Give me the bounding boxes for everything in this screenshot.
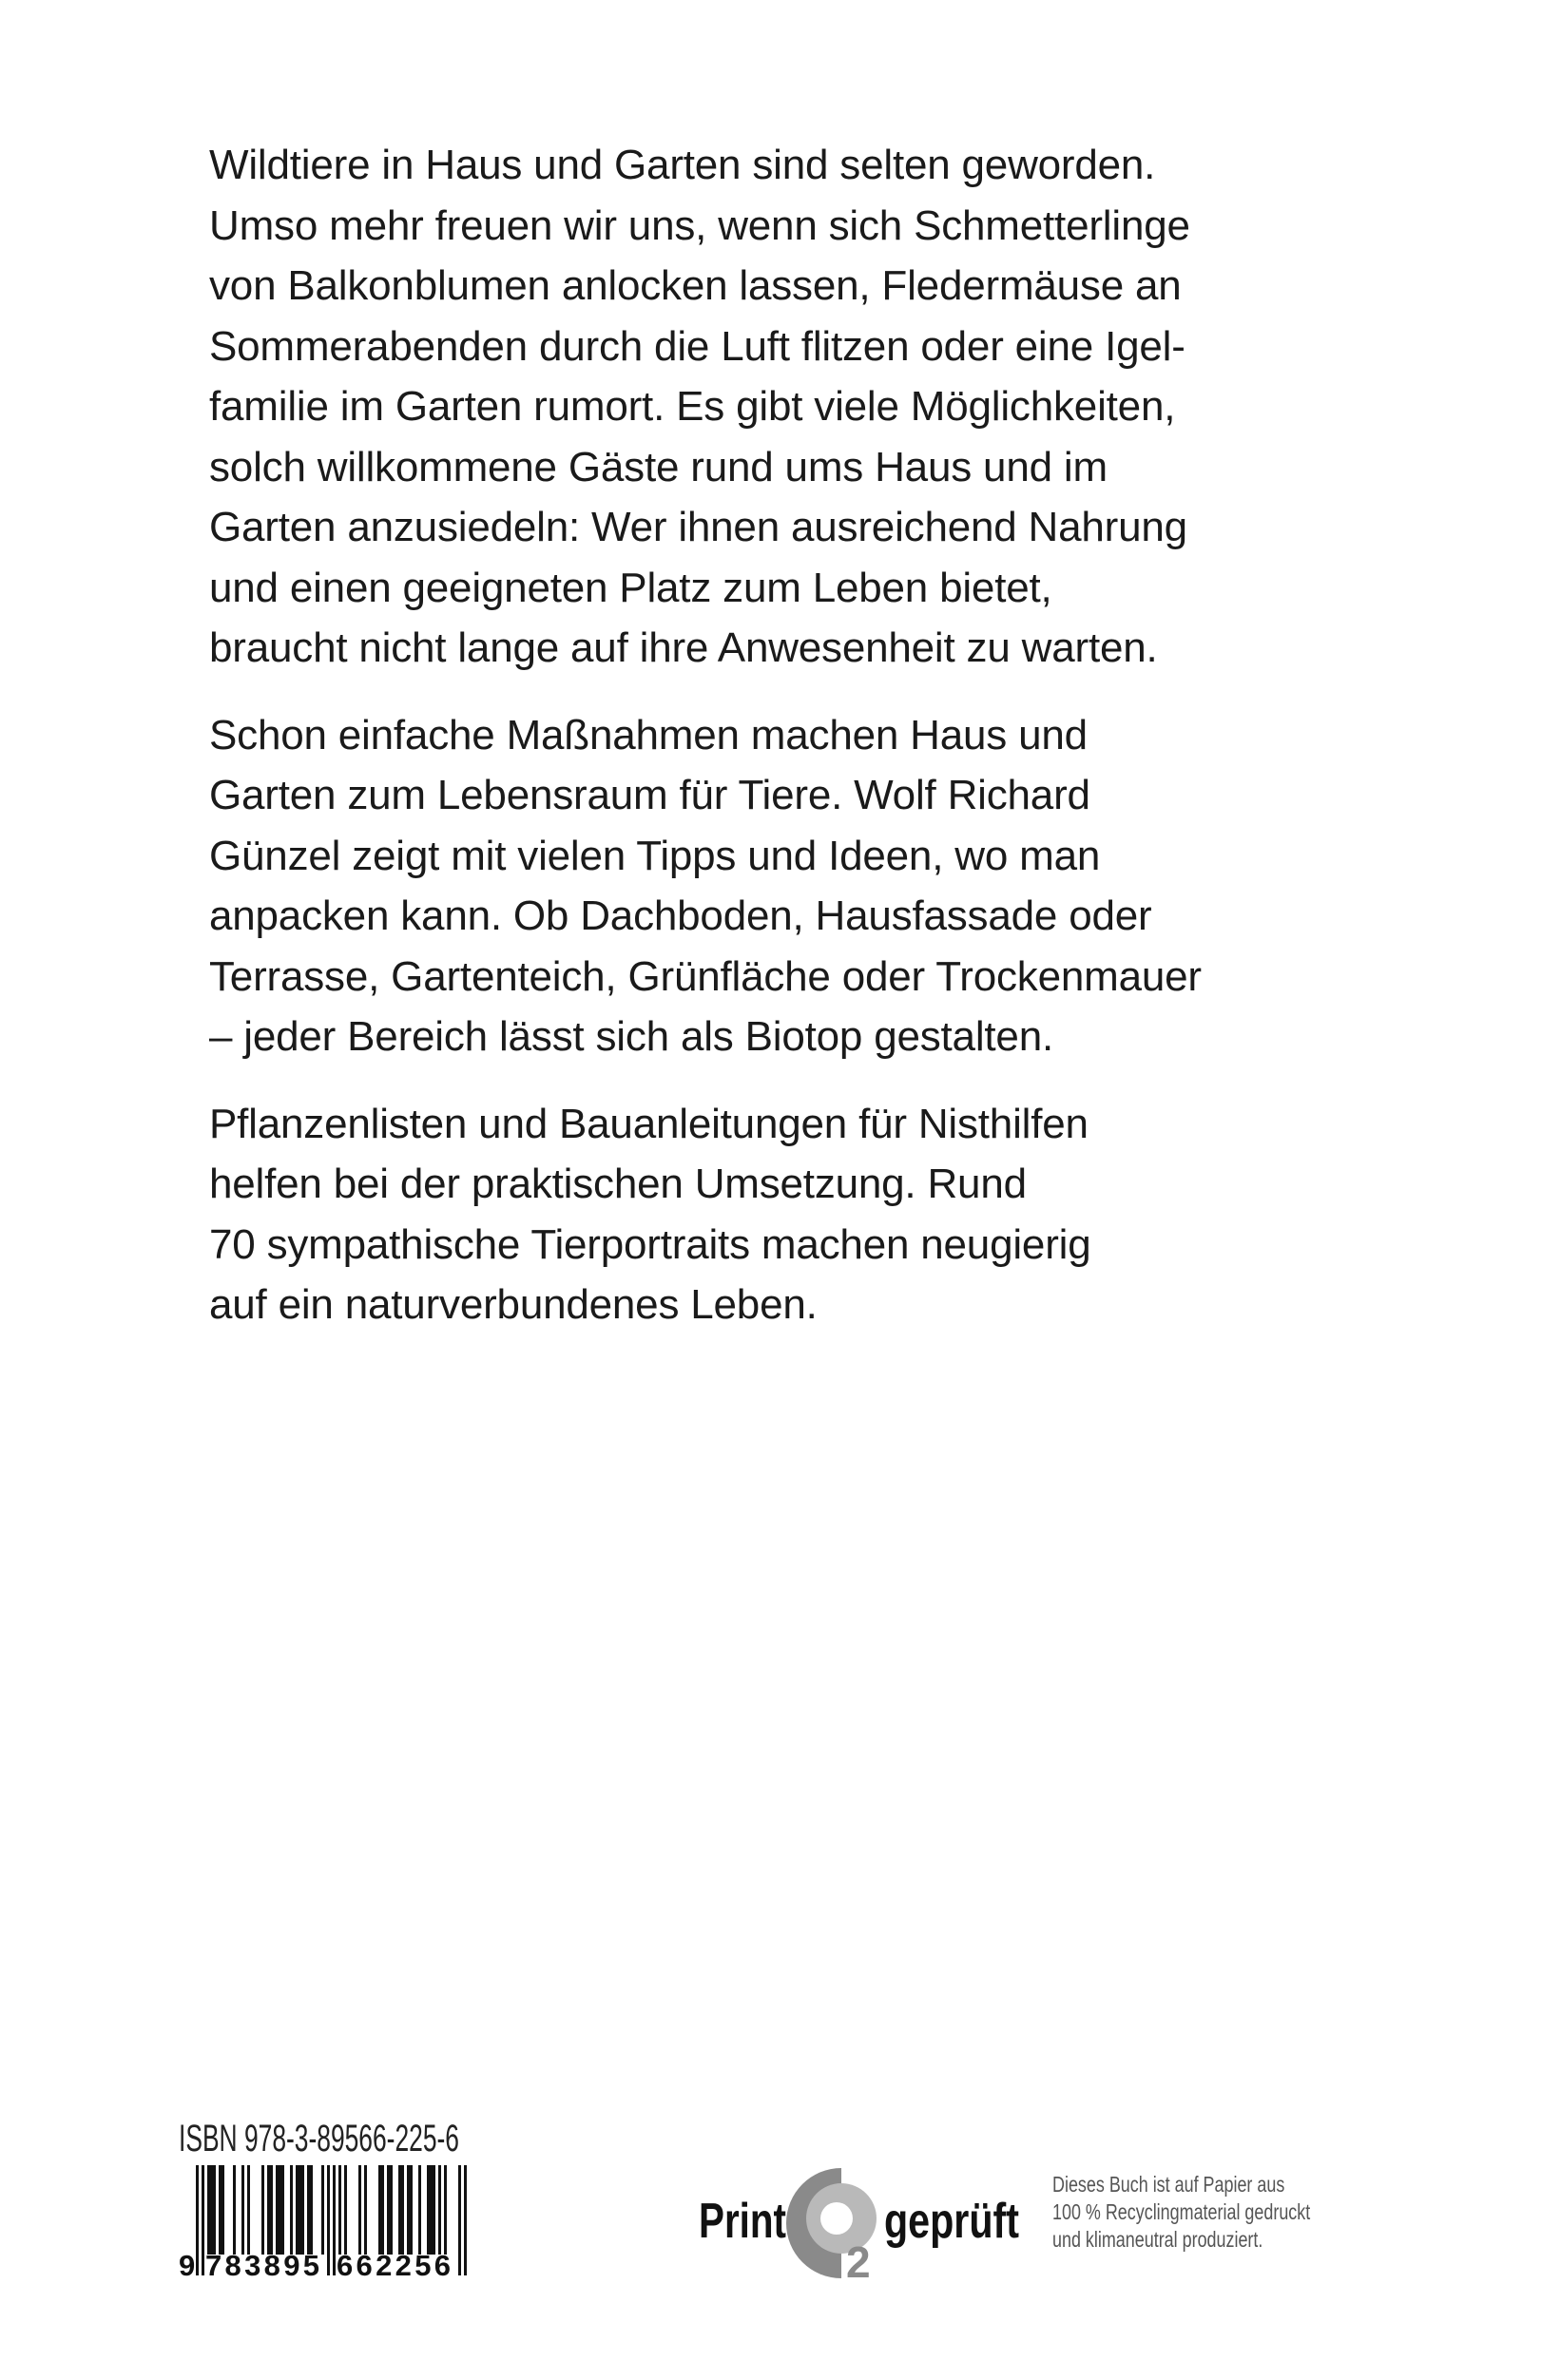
back-cover-text [209, 135, 1445, 1362]
logo-ring-hole [820, 2202, 853, 2235]
barcode-bar [407, 2165, 410, 2255]
barcode-bar [333, 2165, 336, 2275]
note-line: 100 % Recyclingmaterial gedruckt [1052, 2199, 1311, 2224]
paragraph-2 [209, 705, 1445, 1067]
barcode-bar [387, 2165, 390, 2255]
barcode-bar [247, 2165, 250, 2255]
text-line: solch willkommene Gäste rund ums Haus und im [209, 443, 1108, 490]
barcode-bar [398, 2165, 401, 2255]
text-line: und einen geeigneten Platz zum Leben bietet, [209, 564, 1052, 611]
barcode-bar [430, 2165, 433, 2255]
barcode-bar [410, 2165, 413, 2255]
logo-word-print: Print [699, 2194, 786, 2249]
barcode [177, 2163, 472, 2282]
text-line: braucht nicht lange auf ihre Anwesenheit zu warten. [209, 624, 1158, 671]
logo-word-geprueft: geprüft [884, 2194, 1019, 2249]
barcode-bar [307, 2165, 310, 2255]
text-line: – jeder Bereich lässt sich als Biotop gestalten. [209, 1013, 1053, 1060]
barcode-right-digits: 662256 [337, 2249, 451, 2282]
barcode-bar [267, 2165, 270, 2255]
barcode-bar [301, 2165, 304, 2255]
text-line: familie im Garten rumort. Es gibt viele Möglichkeiten, [209, 383, 1176, 430]
barcode-bar [310, 2165, 313, 2255]
note-line: Dieses Buch ist auf Papier aus [1052, 2172, 1285, 2197]
text-line: 70 sympathische Tierportraits machen neugierig [209, 1220, 1091, 1268]
barcode-bar [196, 2165, 199, 2275]
text-line: Sommerabenden durch die Luft flitzen oder eine Igel- [209, 322, 1185, 370]
barcode-bar [444, 2165, 447, 2255]
text-line: Umso mehr freuen wir uns, wenn sich Schmetterlinge [209, 202, 1190, 249]
text-line: Schon einfache Maßnahmen machen Haus und [209, 711, 1088, 758]
barcode-bar [241, 2165, 244, 2255]
barcode-bar [438, 2165, 441, 2255]
barcode-bar [390, 2165, 393, 2255]
barcode-bar [364, 2165, 367, 2255]
barcode-bar [207, 2165, 210, 2255]
barcode-bar [219, 2165, 222, 2255]
barcode-bar [344, 2165, 347, 2255]
text-line: Garten anzusiedeln: Wer ihnen ausreichend Nahrung [209, 504, 1187, 550]
barcode-bar [418, 2165, 421, 2255]
recycling-note [1052, 2171, 1383, 2254]
text-line: auf ein naturverbundenes Leben. [209, 1281, 818, 1328]
barcode-bar [281, 2165, 284, 2255]
barcode-bar [202, 2165, 204, 2275]
barcode-bar [296, 2165, 299, 2255]
barcode-bar [270, 2165, 273, 2255]
text-line: Terrasse, Gartenteich, Grünfläche oder Trockenmauer [209, 952, 1202, 1000]
barcode-bar [261, 2165, 264, 2255]
barcode-bar [276, 2165, 279, 2255]
text-line: von Balkonblumen anlocken lassen, Fledermäuse an [209, 262, 1182, 309]
barcode-bar [458, 2165, 461, 2275]
paragraph-3 [209, 1094, 1445, 1335]
text-line: helfen bei der praktischen Umsetzung. Rund [209, 1161, 1027, 1207]
barcode-bar [464, 2165, 467, 2275]
text-line: Wildtiere in Haus und Garten sind selten geworden. [209, 142, 1156, 188]
text-line: Garten zum Lebensraum für Tiere. Wolf Richard [209, 772, 1090, 818]
barcode-bar [327, 2165, 330, 2275]
barcode-bar [378, 2165, 381, 2255]
barcode-bar [321, 2165, 324, 2255]
barcode-bar [381, 2165, 384, 2255]
barcode-bar [210, 2165, 213, 2255]
barcode-first-digit: 9 [179, 2249, 196, 2282]
paragraph-1 [209, 135, 1445, 679]
note-line: und klimaneutral produziert. [1052, 2227, 1263, 2252]
print-co2-logo [689, 2159, 1031, 2288]
barcode-bar [222, 2165, 224, 2255]
text-line: Günzel zeigt mit vielen Tipps und Ideen, wo man [209, 832, 1101, 879]
barcode-bar [299, 2165, 301, 2255]
isbn-label: ISBN 978-3-89566-225-6 [179, 2118, 459, 2159]
barcode-bar [279, 2165, 281, 2255]
barcode-bar [427, 2165, 430, 2255]
barcode-bar [401, 2165, 404, 2255]
barcode-bar [233, 2165, 236, 2255]
text-line: Pflanzenlisten und Bauanleitungen für Nisthilfen [209, 1100, 1089, 1147]
logo-subscript-2: 2 [846, 2237, 871, 2287]
barcode-bar [290, 2165, 293, 2255]
barcode-bar [338, 2165, 341, 2255]
barcode-bar [213, 2165, 216, 2255]
barcode-bar [433, 2165, 435, 2255]
text-line: anpacken kann. Ob Dachboden, Hausfassade oder [209, 892, 1152, 939]
barcode-bar [358, 2165, 361, 2255]
barcode-left-digits: 783895 [205, 2249, 319, 2282]
